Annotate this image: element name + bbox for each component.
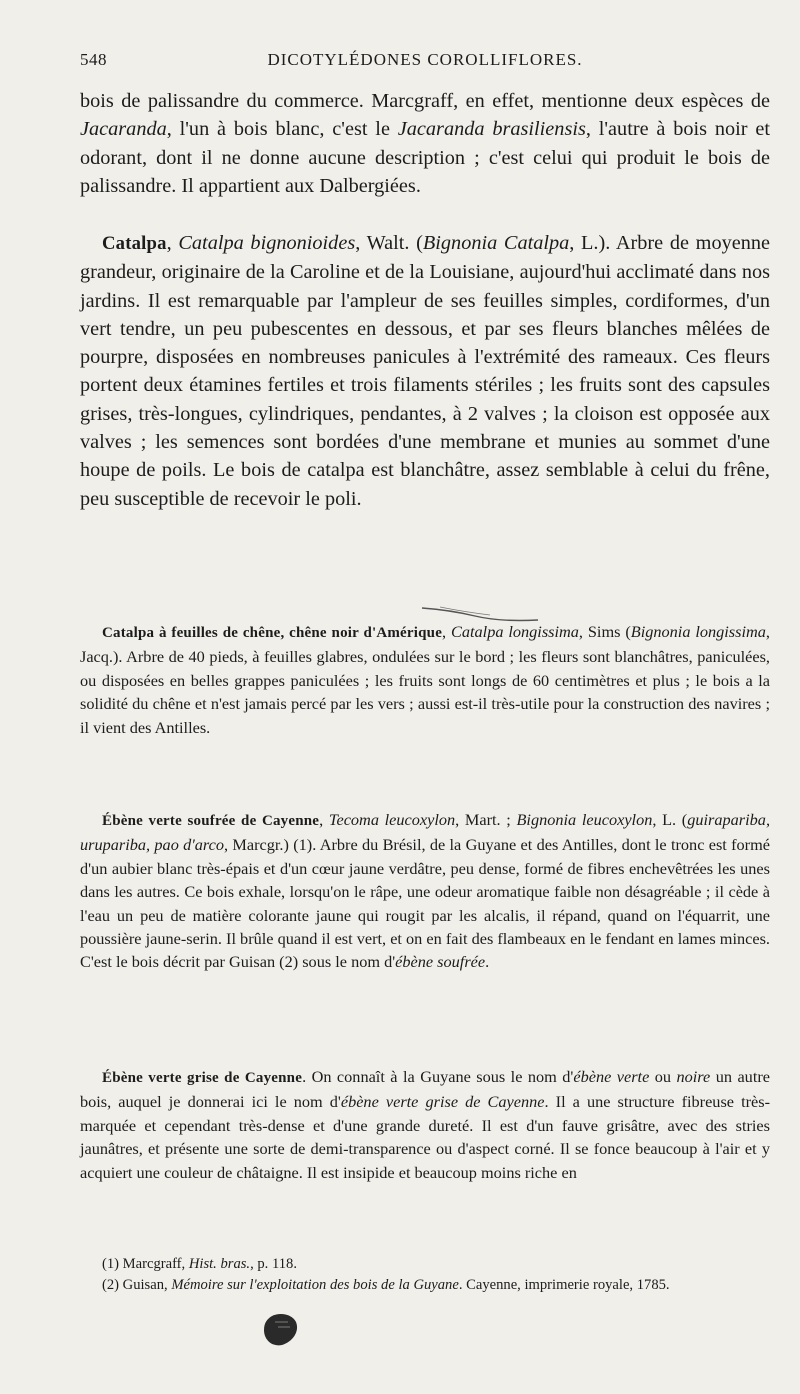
ink-stamp-mark bbox=[258, 1310, 302, 1348]
paragraph-catalpa: Catalpa, Catalpa bignonioides, Walt. (Bignonia Catalpa, L.). Arbre de moyenne grandeur, originaire de la Caroline et de la Louisiane, aujourd'hui acclimaté dans nos jardins. Il est remarquable par l'ampleur de ses feuilles simples, cordiformes, d'un vert tendre, un peu pubescentes en dessous, et par ses fleurs blanches mêlées de pourpre, disposées en nombreuses panicules à l'extrémité des rameaux. Ces fleurs portent deux étamines fertiles et trois filaments stériles ; les fruits sont des capsules grises, très-longues, cylindriques, pendantes, à 2 valves ; la cloison est opposée aux valves ; les semences sont bordées d'une membrane et munies au sommet d'une houpe de poils. Le bois de catalpa est blanchâtre, assez semblable à celui du frêne, peu susceptible de recevoir le poli. bbox=[80, 232, 771, 510]
paragraph-catalpa-chene: Catalpa à feuilles de chêne, chêne noir d'Amérique, Catalpa longissima, Sims (Bignonia longissima, Jacq.). Arbre de 40 pieds, à feuilles glabres, ondulées sur le bord ; les fleurs sont blanchâtres, paniculées, ou disposées en belles grappes paniculées ; les fruits sont longs de 60 centimètres et plus ; le bois a la solidité du chêne et n'est jamais percé par les vers ; aussi est-il très-utile pour la construction des navires ; il vient des Antilles. bbox=[80, 622, 770, 737]
paragraph-palissandre: bois de palissandre du commerce. Marcgraff, en effet, mentionne deux espèces de Jacaranda, l'un à bois blanc, c'est le Jacaranda brasiliensis, l'autre à bois noir et odorant, dont il ne donne aucune description ; c'est celui qui produit le bois de palissandre. Il appartient aux Dalbergiées. bbox=[80, 90, 770, 197]
entry-title-catalpa-chene: Catalpa à feuilles de chêne, chêne noir d'Amérique bbox=[102, 625, 443, 641]
entry-title-ebene-verte-grise: Ébène verte grise de Cayenne bbox=[102, 1070, 303, 1086]
paragraph-ebene-verte-soufree: Ébène verte soufrée de Cayenne, Tecoma leucoxylon, Mart. ; Bignonia leucoxylon, L. (guirapariba, urupariba, pao d'arco, Marcgr.) (1). Arbre du Brésil, de la Guyane et des Antilles, dont le tronc est formé d'un aubier blanc très-épais et d'un cœur jaune verdâtre, peu dense, formé de fibres enchevêtrées les unes dans les autres. Ce bois exhale, lorsqu'on le râpe, une odeur aromatique faible non désagréable ; il cède à l'eau un peu de matière colorante jaune qui rougit par les alcalis, il répand, quand on l'équarrit, une poussière jaune-serin. Il brûle quand il est vert, et on en fait des flambeaux en le fendant en lames minces. C'est le bois décrit par Guisan (2) sous le nom d'ébène soufrée. bbox=[80, 810, 771, 972]
footnote-1: (1) Marcgraff, Hist. bras., p. 118. bbox=[102, 1256, 297, 1272]
page-header bbox=[80, 50, 770, 74]
footnote-2: (2) Guisan, Mémoire sur l'exploitation des bois de la Guyane. Cayenne, imprimerie royale, 1785. bbox=[102, 1277, 670, 1293]
entry-title-ebene-verte-soufree: Ébène verte soufrée de Cayenne bbox=[102, 813, 320, 829]
page-number: 548 bbox=[80, 50, 107, 69]
running-title: DICOTYLÉDONES COROLLIFLORES. bbox=[267, 50, 583, 69]
entry-title-catalpa: Catalpa bbox=[102, 233, 167, 254]
paragraph-ebene-verte-grise: Ébène verte grise de Cayenne. On connaît à la Guyane sous le nom d'ébène verte ou noire un autre bois, auquel je donnerai ici le nom d'ébène verte grise de Cayenne. Il a une structure fibreuse très-marquée et cependant très-dense et d'une grande dureté. Il est d'un fauve grisâtre, avec des stries jaunâtres, et présente une sorte de demi-transparence ou d'aspect corné. Il se fonce beaucoup à l'air et y acquiert une couleur de châtaigne. Il est insipide et beaucoup moins riche en bbox=[80, 1067, 771, 1182]
